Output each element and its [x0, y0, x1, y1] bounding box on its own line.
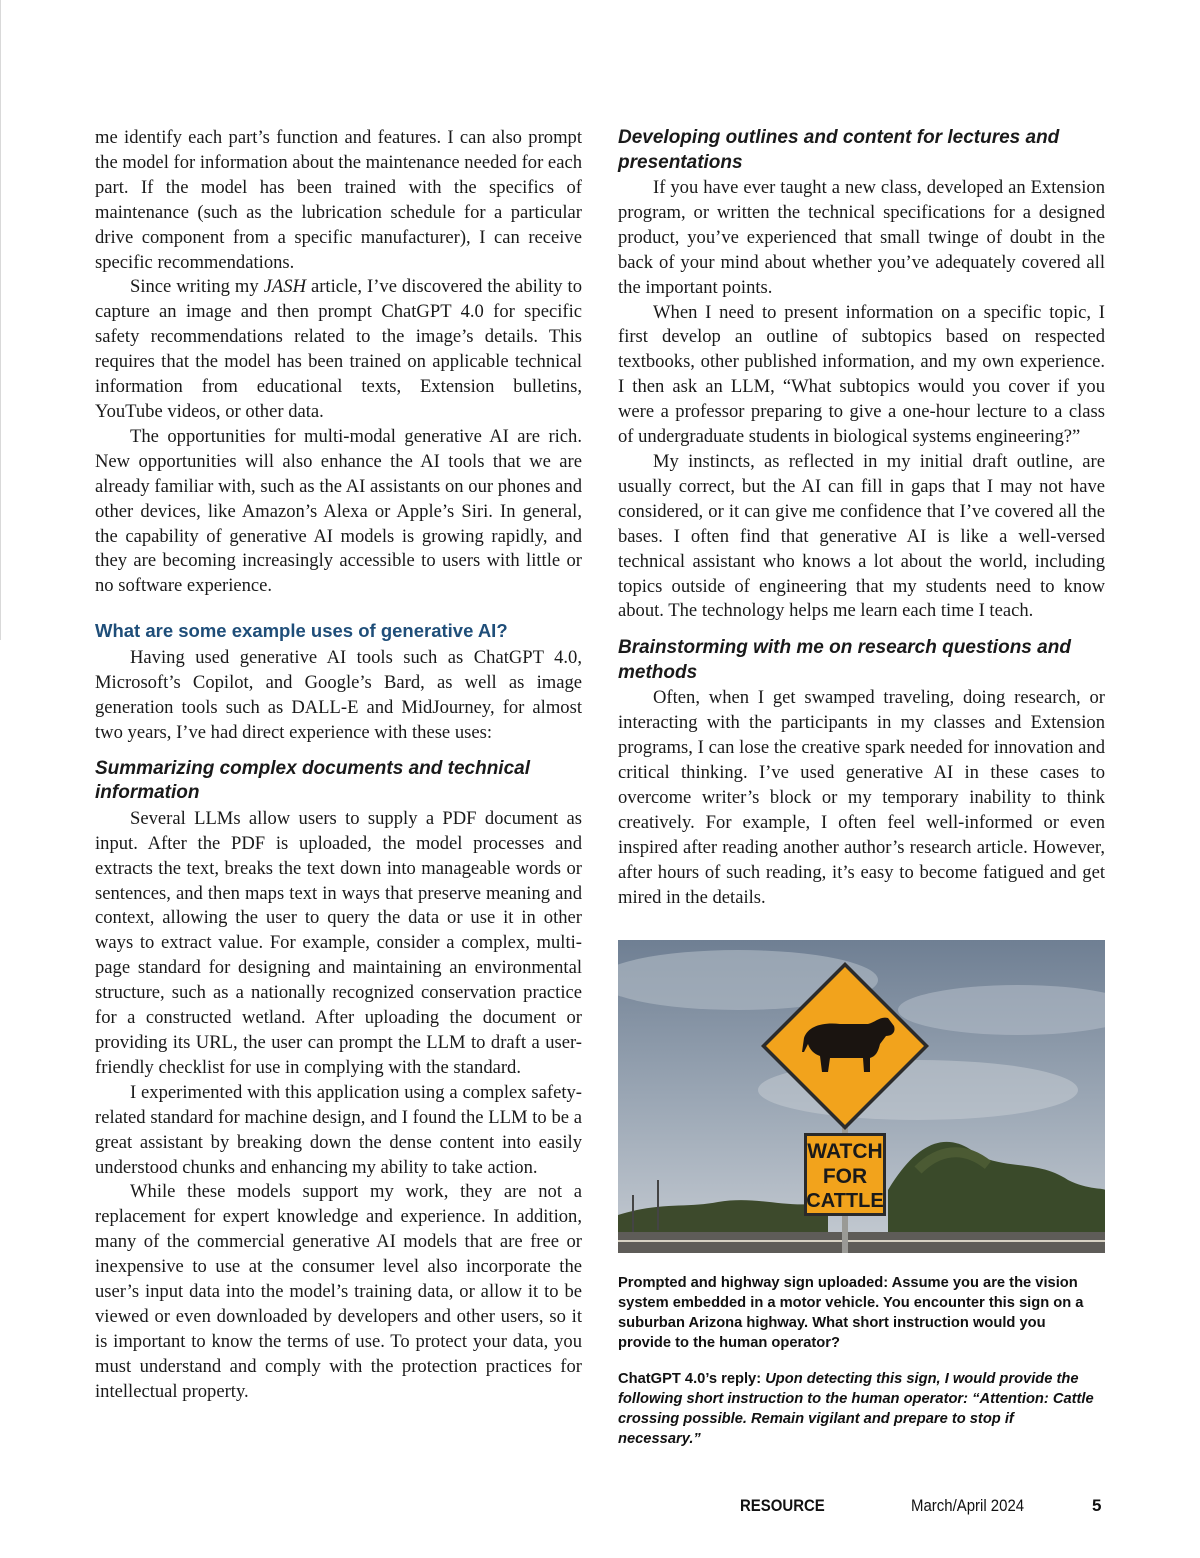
page-footer — [0, 1496, 1200, 1520]
left-column — [95, 126, 582, 1405]
paragraph: My instincts, as reflected in my initial draft outline, are usually correct, but the AI can fill in gaps that I may not have considered, or it can give me confidence that I’ve covered all the bases. I often find that generative AI is like a well-versed technical assistant who knows a lot about the world, including topics outside of engineering that my students need to know about. The technology helps me learn each time I teach. — [618, 450, 1105, 622]
page-edge-line — [0, 0, 1, 640]
caption-reply-text: Upon detecting this sign, I would provide the following short instruction to the human operator: “Attention: Cattle crossing possible. Remain vigilant and prepare to stop if necessary.” — [618, 1371, 1094, 1447]
caption-prompt: Prompted and highway sign uploaded: Assume you are the vision system embedded in a motor vehicle. You encounter this sign on a suburban Arizona highway. What short instruction would you provide to the human operator? — [618, 1275, 1084, 1351]
publication-name: RESOURCE — [740, 1496, 825, 1515]
caption-reply — [618, 1369, 1098, 1449]
paragraph: me identify each part’s function and features. I can also prompt the model for information about the maintenance needed for each part. If the model has been trained with the specifics of maintenance (such as the lubrication schedule for a particular drive component from a specific manufacturer), I can receive specific recommendations. — [95, 127, 582, 273]
figure-caption — [618, 1273, 1098, 1449]
paragraph-text: article, I’ve discovered the ability to capture an image and then prompt ChatGPT 4.0 for specific safety recommendations related to the image’s details. This requires that the model has been trained on applicable technical information from educational texts, Extension bulletins, YouTube videos, or other data. — [95, 276, 582, 422]
paragraph: If you have ever taught a new class, developed an Extension program, or written the technical specifications for a designed product, you’ve experienced that small twinge of doubt in the back of your mind about whether you’ve adequately covered all the important points. — [618, 177, 1105, 298]
section-heading: What are some example uses of generative AI? — [95, 620, 508, 642]
sign-text-line: FOR — [822, 1165, 868, 1188]
sign-text-line: CATTLE — [806, 1190, 884, 1212]
sign-text-line: WATCH — [807, 1140, 883, 1163]
right-column — [618, 126, 1105, 910]
paragraph: While these models support my work, they are not a replacement for expert knowledge and experience. In addition, many of the commercial generative AI models that are free or inexpensive to use at the consumer level also incorporate the user’s input data into the model’s training data, or allow it to be viewed or even downloaded by developers and other users, so it is important to know the terms of use. To protect your data, you must understand and comply with the protection practices for intellectual property. — [95, 1181, 582, 1402]
photo-illustration — [618, 940, 1105, 1253]
paragraph: Several LLMs allow users to supply a PDF document as input. After the PDF is uploaded, the model processes and extracts the text, breaks the text down into manageable words or sentences, and then maps text in ways that preserve meaning and context, allowing the user to query the data or use it in other ways to extract value. For example, consider a complex, multi-page standard for designing and maintaining an environmental structure, such as a nationally recognized conservation practice for a constructed wetland. After uploading the document or providing its URL, the user can prompt the LLM to draft a user-friendly checklist for use in complying with the standard. — [95, 807, 582, 1078]
watch-for-cattle-plate — [804, 1133, 886, 1216]
paragraph: Having used generative AI tools such as ChatGPT 4.0, Microsoft’s Copilot, and Google’s Bard, as well as image generation tools such as DALL-E and MidJourney, for almost two years, I’ve had direct experience with these uses: — [95, 647, 582, 743]
paragraph: When I need to present information on a specific topic, I first develop an outline of subtopics based on respected textbooks, other published information, and my own experience. I then ask an LLM, “What subtopics would you cover if you were a professor preparing to give a one-hour lecture to a class of undergraduate students in biological systems engineering?” — [618, 301, 1105, 448]
road — [618, 1232, 1105, 1253]
subheading-outlines: Developing outlines and content for lectures and presentations — [618, 127, 1060, 173]
subheading-summarizing: Summarizing complex documents and technical information — [95, 757, 530, 804]
issue-date: March/April 2024 — [911, 1496, 1025, 1515]
road-line — [618, 1240, 1105, 1242]
paragraph-text: Since writing my — [130, 276, 264, 298]
cattle-sign-photo — [618, 940, 1105, 1253]
caption-reply-label: ChatGPT 4.0’s reply: — [618, 1371, 766, 1387]
paragraph: I experimented with this application using a complex safety-related standard for machine design, and I found the LLM to be a great assistant by breaking down the dense content into easily understood chunks and enhancing my ability to take action. — [95, 1081, 582, 1178]
subheading-brainstorming: Brainstorming with me on research questions and methods — [618, 637, 1071, 683]
paragraph: The opportunities for multi-modal generative AI are rich. New opportunities will also enhance the AI tools that we are already familiar with, such as the AI assistants on our phones and other devices, like Amazon’s Alexa or Apple’s Siri. In general, the capability of generative AI models is growing rapidly, and they are becoming increasingly accessible to users with little or no software experience. — [95, 425, 582, 597]
jash-italic: JASH — [263, 276, 306, 298]
paragraph-jash — [95, 275, 582, 424]
page-number: 5 — [1092, 1496, 1102, 1515]
paragraph: Often, when I get swamped traveling, doing research, or interacting with the participants in my classes and Extension programs, I can lose the creative spark needed for innovation and critical thinking. I’ve used generative AI in these cases to overcome writer’s block or my temporary inability to think creatively. For example, I often feel well-informed or even inspired after reading another author’s research article. However, after hours of such reading, it’s easy to become fatigued and get mired in the details. — [618, 687, 1105, 908]
